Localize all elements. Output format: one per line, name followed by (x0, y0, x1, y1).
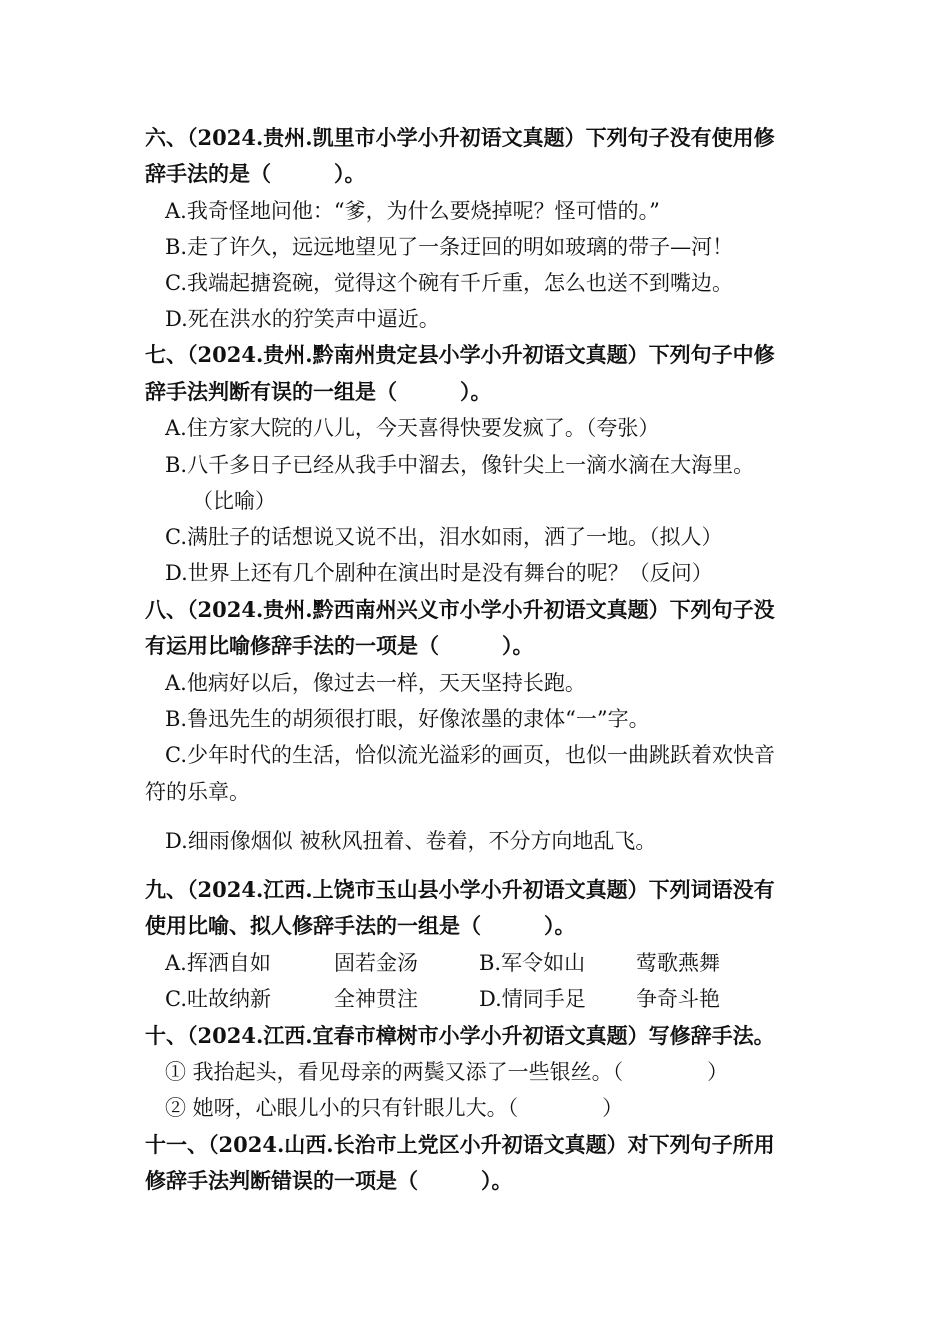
q6-option-c: C.我端起搪瓷碗，觉得这个碗有千斤重，怎么也送不到嘴边。 (165, 271, 733, 295)
q6-stem-line1: 六、（2024.贵州.凯里市小学小升初语文真题）下列句子没有使用修 (145, 125, 775, 150)
q9-stem-line2: 使用比喻、拟人修辞手法的一组是（ ）。 (145, 913, 576, 938)
q9-option-d-word2: 争奇斗艳 (636, 987, 720, 1011)
q8-option-c-continuation: 符的乐章。 (145, 780, 250, 804)
q8-stem-line2: 有运用比喻修辞手法的一项是（ ）。 (145, 633, 534, 658)
q6-option-a: A.我奇怪地问他：“爹，为什么要烧掉呢？怪可惜的。” (165, 199, 660, 223)
q7-option-c: C.满肚子的话想说又说不出，泪水如雨，洒了一地。（拟人） (165, 525, 723, 549)
q8-option-b: B.鲁迅先生的胡须很打眼，好像浓墨的隶体“一”字。 (165, 707, 650, 731)
q11-stem-line2: 修辞手法判断错误的一项是（ ）。 (145, 1168, 513, 1193)
q9-option-c-word1: C.吐故纳新 (165, 987, 271, 1011)
q9-option-c-word2: 全神贯注 (334, 987, 418, 1011)
q8-stem-line1: 八、（2024.贵州.黔西南州兴义市小学小升初语文真题）下列句子没 (145, 597, 775, 622)
q7-stem-line2: 辞手法判断有误的一组是（ ）。 (145, 379, 492, 404)
q8-option-d: D.细雨像烟似 被秋风扭着、卷着，不分方向地乱飞。 (165, 829, 657, 853)
q9-option-d-word1: D.情同手足 (479, 987, 586, 1011)
q7-stem-line1: 七、（2024.贵州.黔南州贵定县小学小升初语文真题）下列句子中修 (145, 342, 775, 367)
q7-option-d: D.世界上还有几个剧种在演出时是没有舞台的呢？（反问） (165, 561, 713, 585)
q10-stem-line1: 十、（2024.江西.宜春市樟树市小学小升初语文真题）写修辞手法。 (145, 1023, 775, 1048)
q11-stem-line1: 十一、（2024.山西.长治市上党区小升初语文真题）对下列句子所用 (145, 1132, 775, 1157)
q9-option-b-word2: 莺歌燕舞 (636, 951, 720, 975)
q9-option-b-word1: B.军令如山 (479, 951, 586, 975)
q7-option-a: A.住方家大院的八儿，今天喜得快要发疯了。（夸张） (165, 416, 660, 440)
q7-option-b-continuation: （比喻） (192, 489, 276, 513)
q6-stem-line2: 辞手法的是（ ）。 (145, 161, 366, 186)
q9-option-a-word2: 固若金汤 (334, 951, 418, 975)
q10-item-2: ② 她呀，心眼儿小的只有针眼儿大。（ ） (165, 1096, 624, 1120)
q6-option-d: D.死在洪水的狞笑声中逼近。 (165, 307, 440, 331)
q10-item-1: ① 我抬起头，看见母亲的两鬓又添了一些银丝。（ ） (165, 1060, 729, 1084)
q6-option-b: B.走了许久，远远地望见了一条迂回的明如玻璃的带子—河！ (165, 235, 734, 259)
q9-option-a-word1: A.挥洒自如 (165, 951, 271, 975)
q8-option-c: C.少年时代的生活，恰似流光溢彩的画页，也似一曲跳跃着欢快音 (165, 743, 775, 767)
q8-option-a: A.他病好以后，像过去一样，天天坚持长跑。 (165, 671, 586, 695)
q9-stem-line1: 九、（2024.江西.上饶市玉山县小学小升初语文真题）下列词语没有 (145, 877, 775, 902)
q7-option-b: B.八千多日子已经从我手中溜去，像针尖上一滴水滴在大海里。 (165, 453, 755, 477)
